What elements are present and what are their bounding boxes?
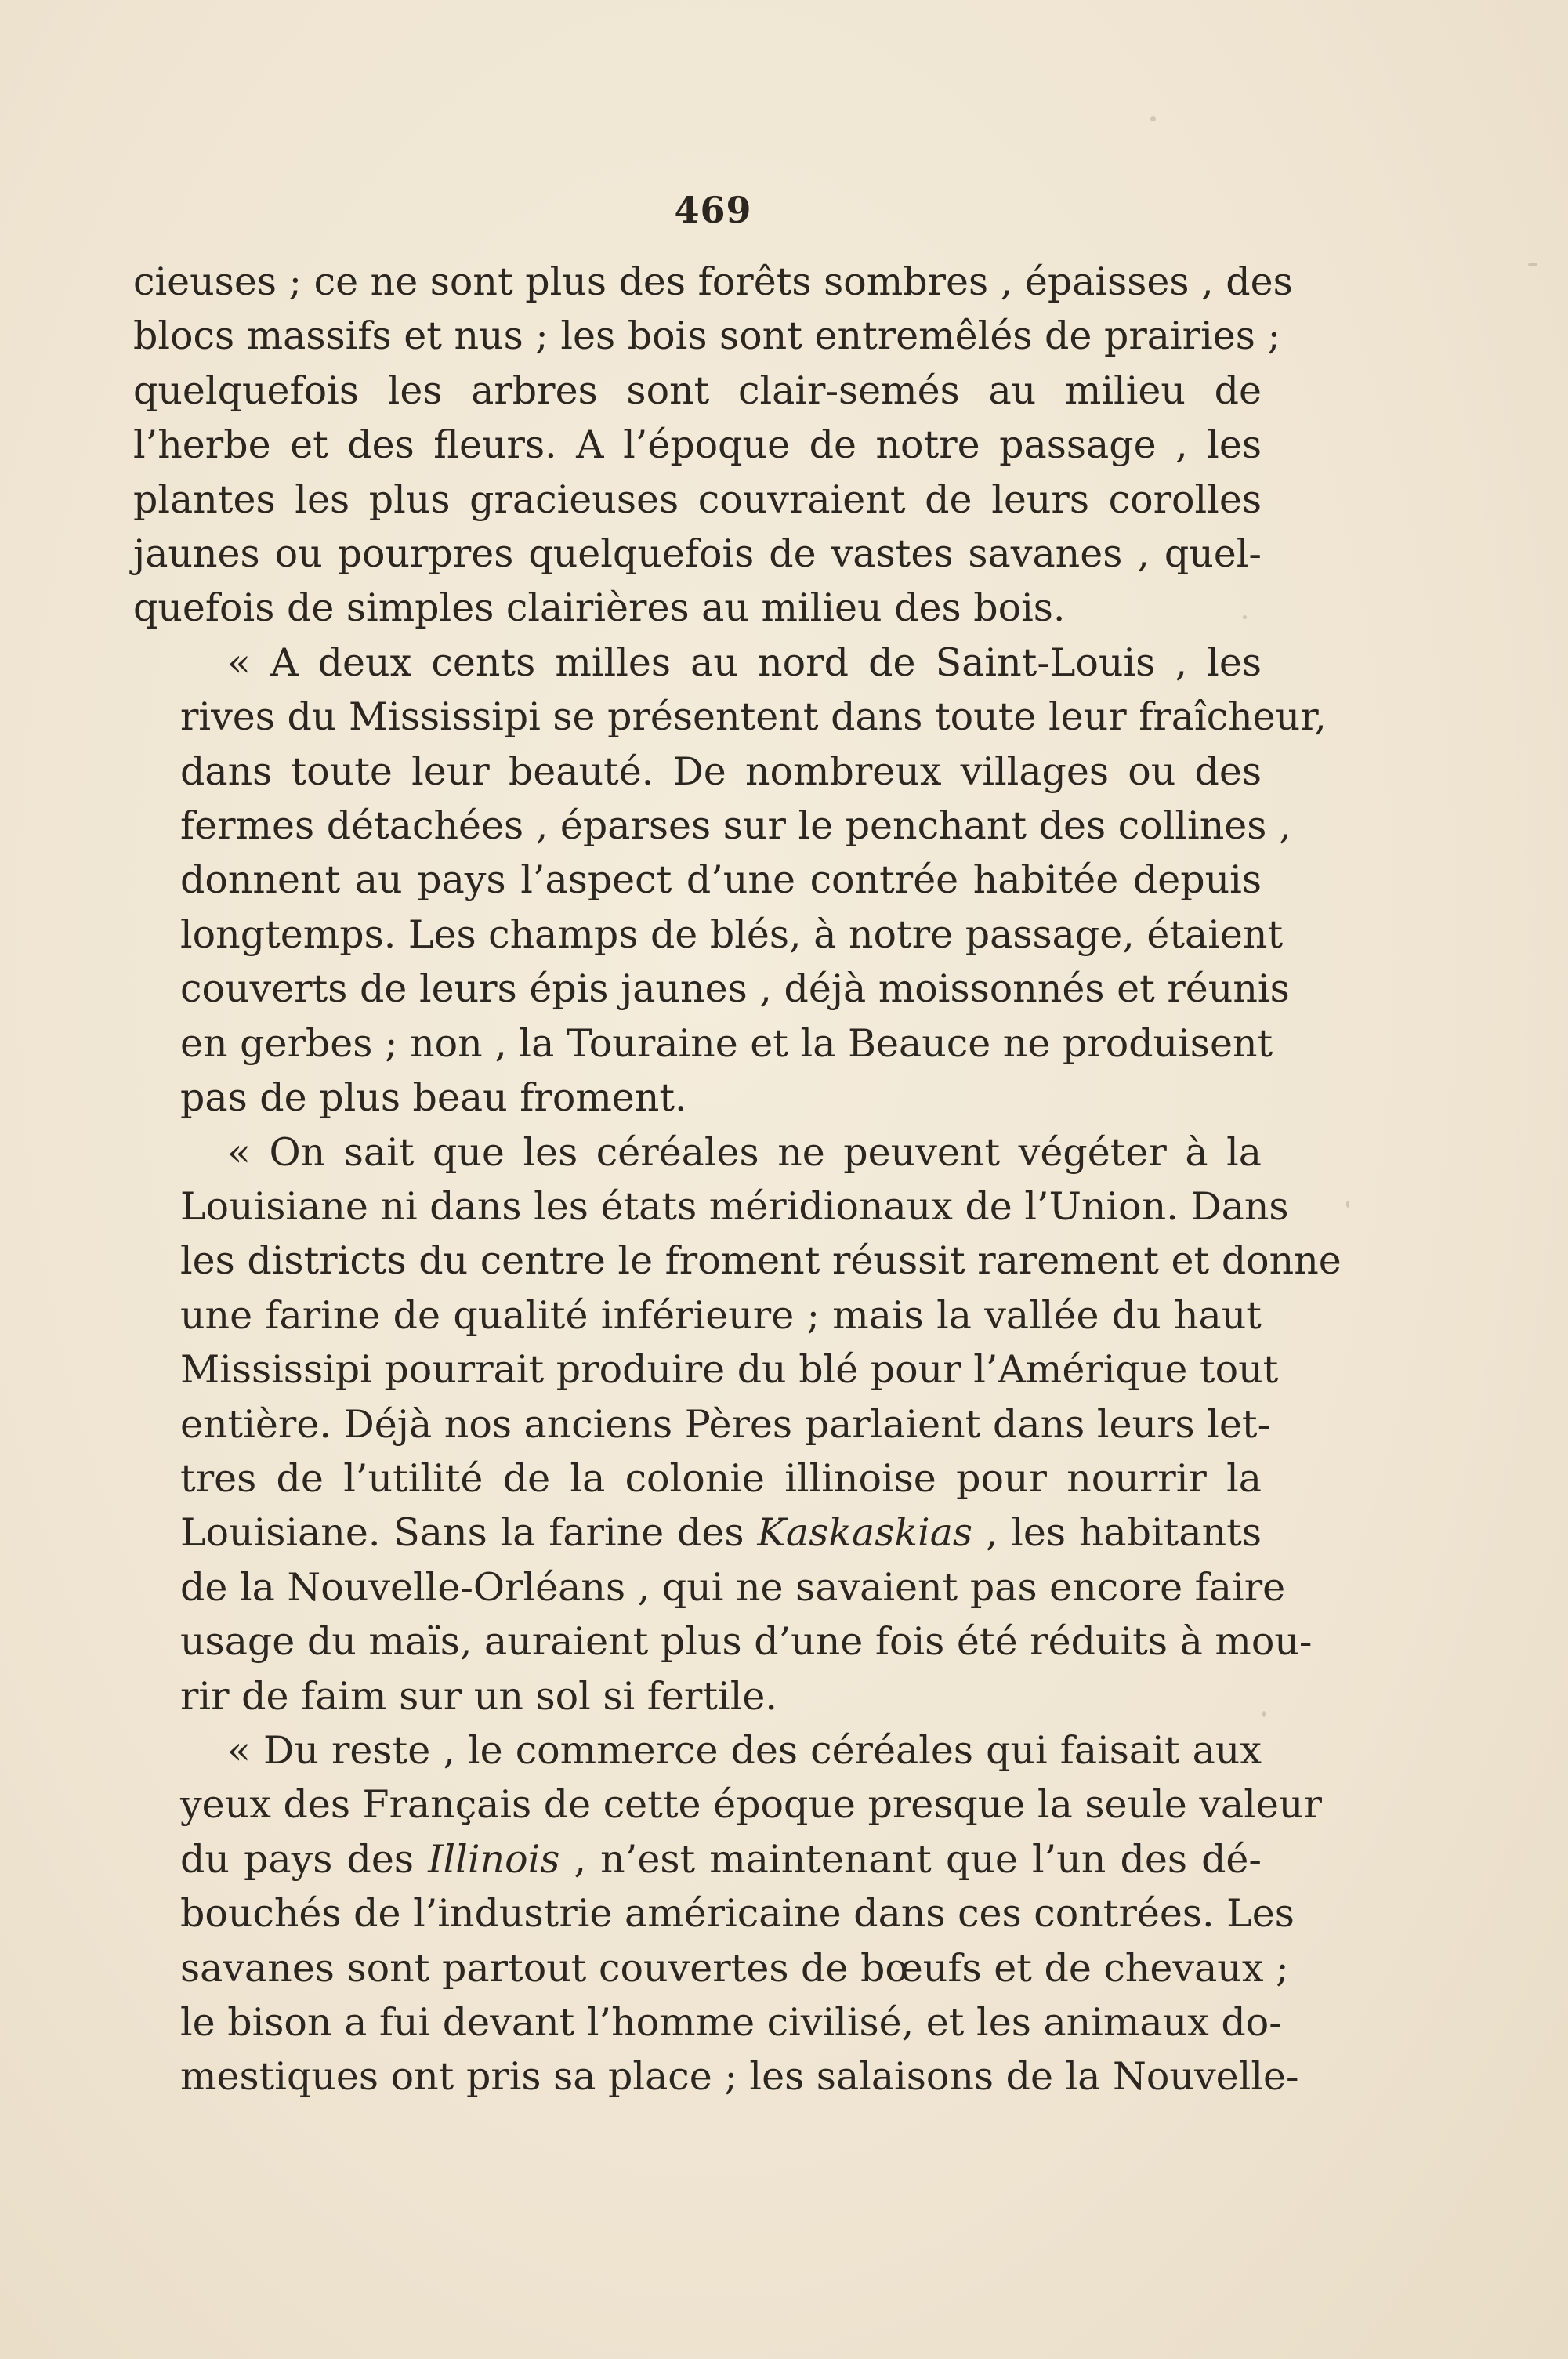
text-line: donnent au pays l’aspect d’une contrée habitée depuis: [180, 857, 1262, 903]
paragraph-1: [133, 255, 1293, 636]
text-line: blocs massifs et nus ; les bois sont entremêlés de prairies ;: [133, 313, 1280, 359]
text-line: rives du Mississipi se présentent dans toute leur fraîcheur,: [180, 694, 1327, 740]
text-line: rir de faim sur un sol si fertile.: [180, 1673, 777, 1719]
text-line: yeux des Français de cette époque presque la seule valeur: [180, 1782, 1322, 1828]
text-line: jaunes ou pourpres quelquefois de vastes savanes , quel-: [133, 531, 1262, 577]
text-segment: , n’est maintenant que l’un des dé-: [559, 1836, 1262, 1882]
paper-speck: [1346, 1201, 1349, 1208]
paper-speck: [1262, 1711, 1266, 1717]
text-line: l’herbe et des fleurs. A l’époque de notre passage , les: [133, 422, 1262, 468]
paper-speck: [1528, 263, 1537, 266]
text-line: savanes sont partout couvertes de bœufs et de chevaux ;: [180, 1945, 1289, 1991]
paragraph-2: [133, 636, 1327, 1125]
text-line: les districts du centre le froment réussit rarement et donne: [180, 1238, 1342, 1284]
text-line: bouchés de l’industrie américaine dans ces contrées. Les: [180, 1891, 1295, 1937]
italic-place-name: Illinois: [428, 1836, 560, 1882]
text-line: le bison a fui devant l’homme civilisé, et les animaux do-: [180, 2000, 1282, 2045]
text-line: quelquefois les arbres sont clair-semés au milieu de: [133, 368, 1262, 413]
text-line: « On sait que les céréales ne peuvent végéter à la: [227, 1129, 1262, 1175]
paragraph-3: [133, 1125, 1342, 1723]
page-number: 469: [674, 189, 752, 231]
text-segment: du pays des: [180, 1836, 429, 1882]
text-line: Mississipi pourrait produire du blé pour l’Amérique tout: [180, 1347, 1279, 1393]
text-line: plantes les plus gracieuses couvraient de leurs corolles: [133, 477, 1262, 522]
text-line: usage du maïs, auraient plus d’une fois été réduits à mou-: [180, 1619, 1313, 1665]
text-line: Louisiane ni dans les états méridionaux de l’Union. Dans: [180, 1183, 1289, 1229]
paper-speck: [1243, 615, 1247, 619]
text-line: dans toute leur beauté. De nombreux villages ou des: [180, 748, 1262, 794]
paragraph-4: [133, 1723, 1322, 2104]
text-line: quefois de simples clairières au milieu des bois.: [133, 585, 1066, 631]
text-line: « A deux cents milles au nord de Saint-Louis , les: [227, 640, 1262, 685]
italic-place-name: Kaskaskias: [757, 1510, 973, 1556]
text-line: fermes détachées , éparses sur le penchant des collines ,: [180, 803, 1291, 849]
text-segment: Louisiane. Sans la farine des: [180, 1510, 758, 1556]
text-line: tres de l’utilité de la colonie illinoise pour nourrir la: [180, 1455, 1262, 1501]
text-line: longtemps. Les champs de blés, à notre passage, étaient: [180, 911, 1284, 957]
text-line: une farine de qualité inférieure ; mais la vallée du haut: [180, 1292, 1262, 1338]
text-line: [133, 1506, 1262, 1560]
text-line: entière. Déjà nos anciens Pères parlaient dans leurs let-: [180, 1401, 1271, 1447]
text-line: « Du reste , le commerce des céréales qui faisait aux: [227, 1727, 1262, 1773]
text-line: de la Nouvelle-Orléans , qui ne savaient pas encore faire: [180, 1564, 1286, 1610]
paper-speck: [1150, 116, 1156, 121]
text-line: couverts de leurs épis jaunes , déjà moissonnés et réunis: [180, 966, 1290, 1012]
text-line: [133, 1832, 1262, 1886]
text-line: mestiques ont pris sa place ; les salaisons de la Nouvelle-: [180, 2054, 1299, 2100]
text-line: cieuses ; ce ne sont plus des forêts sombres , épaisses , des: [133, 259, 1293, 304]
body-text: [133, 255, 1342, 2104]
text-segment: , les habitants: [972, 1510, 1262, 1556]
text-line: en gerbes ; non , la Touraine et la Beauce ne produisent: [180, 1020, 1273, 1066]
text-line: pas de plus beau froment.: [180, 1075, 687, 1121]
